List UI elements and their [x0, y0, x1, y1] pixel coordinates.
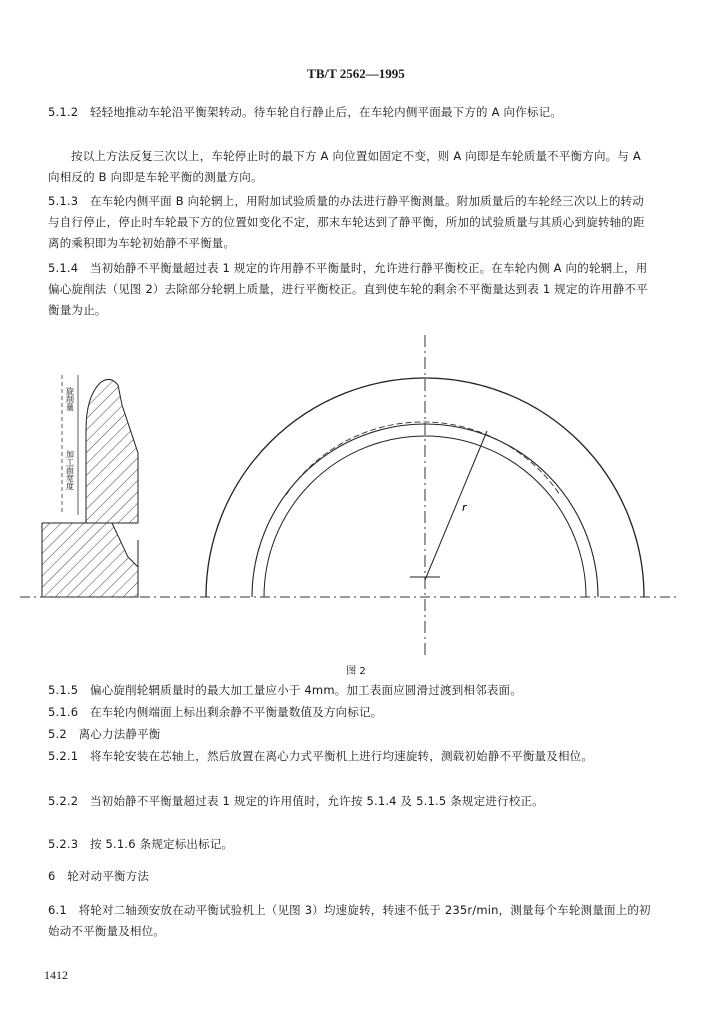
label-cut-depth: 旋削量 — [65, 387, 75, 411]
paragraph-5-2-2: 5.2.2 当初始静不平衡量超过表 1 规定的许用值时，允许按 5.1.4 及 5.1.5 条规定进行校正。 — [48, 794, 544, 808]
paragraph-5-1-3: 5.1.3 在车轮内侧平面 B 向轮辋上，用附加试验质量的办法进行静平衡测量。附加质量后的车轮经三次以上的转动与自行停止，停止时车轮最下方的位置如变化不定，那末车轮达到了静平衡，所加的试验质量与其质心到旋转轴的距离的乘积即为车轮初始静不平衡量。 — [48, 194, 645, 250]
paragraph-5-1-2: 5.1.2 轻轻地推动车轮沿平衡架转动。待车轮自行静止后，在车轮内侧平面最下方的 A 向作标记。 — [48, 105, 563, 119]
label-surface-width: 加工面宽度 — [65, 450, 75, 490]
rim-cross-section — [42, 375, 138, 597]
figure-2 — [0, 335, 712, 660]
paragraph-5-1-5: 5.1.5 偏心旋削轮辋质量时的最大加工量应小于 4mm。加工表面应圆滑过渡到相邻表面。 — [48, 683, 522, 697]
paragraph-repeat-method: 按以上方法反复三次以上，车轮停止时的最下方 A 向位置如固定不变，则 A 向即是车轮质量不平衡方向。与 A 向相反的 B 向即是车轮平衡的测量方向。 — [48, 149, 641, 184]
figure-caption: 图 2 — [346, 666, 366, 677]
heading-6: 6 轮对动平衡方法 — [48, 869, 150, 883]
radius-line — [425, 431, 487, 580]
figure-2-drawing — [0, 335, 712, 660]
label-radius-r: r — [462, 501, 467, 514]
paragraph-5-2-3: 5.2.3 按 5.1.6 条规定标出标记。 — [48, 837, 234, 851]
paragraph-5-2-1: 5.2.1 将车轮安装在芯轴上，然后放置在离心力式平衡机上进行均速旋转，测载初始静不平衡量及相位。 — [48, 749, 594, 763]
page-header: TB/T 2562—1995 — [307, 66, 405, 81]
paragraph-6-1: 6.1 将轮对二轴颈安放在动平衡试验机上（见图 3）均速旋转，转速不低于 235r/min，测量每个车轮测量面上的初始动不平衡量及相位。 — [48, 903, 651, 938]
wheel-elevation — [206, 335, 644, 657]
paragraph-5-1-4: 5.1.4 当初始静不平衡量超过表 1 规定的许用静不平衡量时，允许进行静平衡校正。在车轮内侧 A 向的轮辋上，用偏心旋削法（见图 2）去除部分轮辋上质量，进行平衡校正。直到使车轮的剩余不平衡量达到表 1 规定的许用静不平衡量为止。 — [48, 261, 648, 317]
page-number: 1412 — [44, 968, 68, 982]
paragraph-5-1-6: 5.1.6 在车轮内侧端面上标出剩余静不平衡量数值及方向标记。 — [48, 705, 383, 719]
heading-5-2: 5.2 离心力法静平衡 — [48, 727, 161, 741]
